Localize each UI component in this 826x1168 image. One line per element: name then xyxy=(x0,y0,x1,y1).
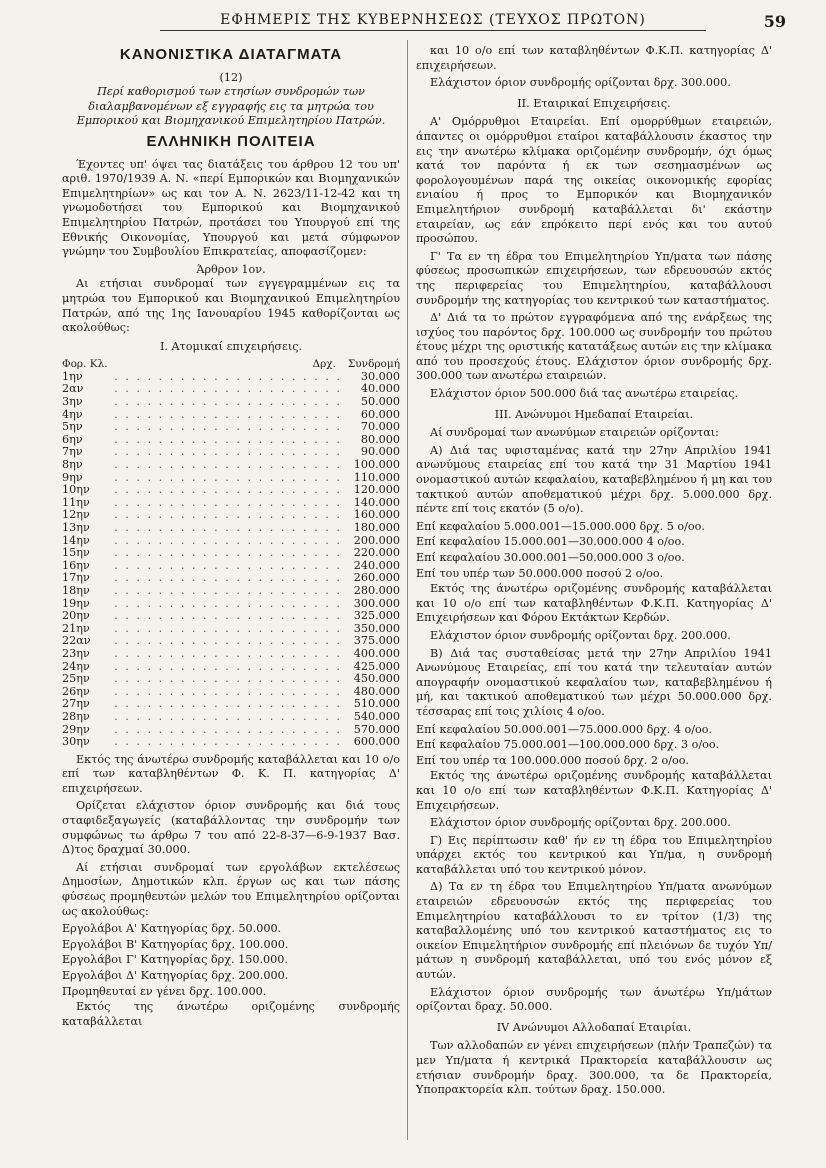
fee-amount: 570.000 xyxy=(353,722,400,736)
fee-class: 3ην xyxy=(62,395,83,409)
section-4-title: IV Ανώνυμοι Αλλοδαπαί Εταιρίαι. xyxy=(496,1020,692,1034)
table-row xyxy=(62,635,400,648)
fee-amount: 40.000 xyxy=(360,382,400,396)
list-item: Εργολάβοι Γ' Κατηγορίας δρχ. 150.000. xyxy=(62,953,288,967)
fee-header: Συνδρομή xyxy=(347,358,400,371)
leader-dots: . . . . . . . . . . . . . . . . . . . . . xyxy=(114,396,342,409)
leader-dots: . . . . . . . . . . . . . . . . . . . . . xyxy=(114,572,342,585)
fee-amount: 70.000 xyxy=(360,420,400,434)
table-row xyxy=(62,522,400,535)
table-row xyxy=(62,598,400,611)
class-header: Φορ. Κλ. xyxy=(62,358,108,371)
article-text: Αι ετήσιαι συνδρομαί των εγγεγραμμένων εις τα μητρώα του Εμπορικού και Βιομηχανικού Επιμελητηρίου Πατρών, από της 1ης Ιανουαρίου 1945 καθορίζονται ως ακολούθως: xyxy=(62,277,400,335)
fee-class: 10ην xyxy=(62,483,90,497)
table-row xyxy=(62,371,400,384)
fee-class: 5ην xyxy=(62,420,83,434)
fee-class: 13ην xyxy=(62,521,90,534)
section-2-title: ΙΙ. Εταιρικαί Επιχειρήσεις. xyxy=(517,96,671,110)
table-row xyxy=(62,585,400,598)
leader-dots: . . . . . . . . . . . . . . . . . . . . . xyxy=(114,433,342,446)
fee-class: 9ην xyxy=(62,470,83,484)
fee-table-header xyxy=(62,358,400,371)
column-divider xyxy=(407,40,408,1140)
list-item: Εργολάβοι Β' Κατηγορίας δρχ. 100.000. xyxy=(62,937,289,951)
fee-class: 29ην xyxy=(62,722,90,736)
table-row xyxy=(62,421,400,434)
section-3-title: ΙΙΙ. Ανώνυμοι Ημεδαπαί Εταιρείαι. xyxy=(494,407,694,421)
contractors-intro: Αί ετήσιαι συνδρομαί των εργολάβων εκτελέσεως Δημοσίων, Δημοτικών κλπ. έργων ως και των πάσης φύσεως προμηθευτών μελών του Επιμελητηρίου ορίζονται ως ακολούθως: xyxy=(62,860,400,918)
leader-dots: . . . . . . . . . . . . . . . . . . . . . xyxy=(114,471,342,484)
fee-class: 22αν xyxy=(62,634,91,648)
leader-dots: . . . . . . . . . . . . . . . . . . . . . xyxy=(114,736,342,749)
fee-class: 11ην xyxy=(62,495,90,509)
section-title: ΚΑΝΟΝΙΣΤΙΚΑ ΔΙΑΤΑΓΜΑΤΑ xyxy=(119,46,343,63)
leader-dots: . . . . . . . . . . . . . . . . . . . . . xyxy=(114,446,342,459)
fee-amount: 540.000 xyxy=(353,709,400,723)
currency-header: Δρχ. xyxy=(312,358,336,371)
clause-b-minimum: Ελάχιστον όριον συνδρομής ορίζονται δρχ. 200.000. xyxy=(430,816,731,830)
fee-class: 6ην xyxy=(62,432,83,446)
section-2-para-3: Δ' Διά τα το πρώτον εγγραφόμενα από της ενάρξεως της ισχύος του παρόντος δρχ. 100.000 ως συνδρομήν του πρώτου έτους μέχρι της οριστικής κατατάξεως αυτών εις την κλίμακα από του προσεχούς έτους. Ελάχιστον όριον συνδρομής δρχ. 300.000 των ανωτέρω εταιρειών. xyxy=(416,311,772,383)
fee-class: 24ην xyxy=(62,659,90,673)
fee-class: 25ην xyxy=(62,672,90,686)
fee-amount: 140.000 xyxy=(353,495,400,509)
table-row xyxy=(62,472,400,485)
leader-dots: . . . . . . . . . . . . . . . . . . . . . xyxy=(114,408,342,421)
table-row xyxy=(62,711,400,724)
fee-class: 15ην xyxy=(62,546,90,560)
state-title: ΕΛΛΗΝΙΚΗ ΠΟΛΙΤΕΙΑ xyxy=(146,132,316,150)
fee-class: 26ην xyxy=(62,684,90,698)
clause-b: Β) Διά τας συσταθείσας μετά την 27ην Απριλίου 1941 Ανωνύμους Εταιρείας, επί του κατά την τελευταίαν αυτών απογραφήν ονομαστικού κεφαλαίου των, καταβεβλημένου ή μή, και τακτικού αποθεματικού των μέχρι 50.000.000 δρχ. τέσσαρας επί τοις χιλίοις 4 ο/οο. xyxy=(416,646,772,718)
fee-amount: 510.000 xyxy=(353,697,400,711)
leader-dots: . . . . . . . . . . . . . . . . . . . . . xyxy=(114,723,342,736)
table-row xyxy=(62,698,400,711)
list-item: Επί κεφαλαίου 75.000.001—100.000.000 δρχ. 3 ο/οο. xyxy=(416,738,720,752)
fees-note: Εκτός της άνωτέρω συνδρομής καταβάλλεται και 10 ο/ο επί των καταβληθέντων Φ. Κ. Π. κατηγορίας Δ' επιχειρήσεων. xyxy=(62,752,400,795)
fee-class: 7ην xyxy=(62,445,83,459)
fee-class: 20ην xyxy=(62,609,90,623)
fee-amount: 450.000 xyxy=(353,672,400,686)
clause-c: Γ) Εις περίπτωσιν καθ' ήν εν τη έδρα του Επιμελητηρίου υπάρχει εκτός του κεντρικού και Υπ/μα, η συνδρομή καταβάλλεται υπό του κεντρικού μόνον. xyxy=(416,833,772,876)
fee-class: 28ην xyxy=(62,709,90,723)
leader-dots: . . . . . . . . . . . . . . . . . . . . . xyxy=(114,496,342,509)
decree-number: (12) xyxy=(219,70,243,84)
leader-dots: . . . . . . . . . . . . . . . . . . . . . xyxy=(114,509,342,522)
leader-dots: . . . . . . . . . . . . . . . . . . . . . xyxy=(114,370,342,383)
fee-class: 16ην xyxy=(62,558,90,572)
leader-dots: . . . . . . . . . . . . . . . . . . . . . xyxy=(114,673,342,686)
fee-amount: 350.000 xyxy=(353,621,400,635)
fee-amount: 480.000 xyxy=(353,684,400,698)
table-row xyxy=(62,560,400,573)
clause-a-minimum: Ελάχιστον όριον συνδρομής ορίζονται δρχ. 200.000. xyxy=(430,628,731,642)
fee-class: 17ην xyxy=(62,571,90,585)
left-column xyxy=(62,44,400,1032)
table-row xyxy=(62,736,400,749)
fee-amount: 280.000 xyxy=(353,583,400,597)
leader-dots: . . . . . . . . . . . . . . . . . . . . . xyxy=(114,647,342,660)
fee-class: 1ην xyxy=(62,369,83,383)
list-item: Επί του υπέρ τα 100.000.000 ποσού δρχ. 2 ο/οο. xyxy=(416,753,690,767)
fee-amount: 220.000 xyxy=(353,546,400,560)
leader-dots: . . . . . . . . . . . . . . . . . . . . . xyxy=(114,547,342,560)
table-row xyxy=(62,509,400,522)
leader-dots: . . . . . . . . . . . . . . . . . . . . . xyxy=(114,597,342,610)
fee-amount: 60.000 xyxy=(360,407,400,421)
fee-class: 23ην xyxy=(62,646,90,660)
fee-amount: 425.000 xyxy=(353,659,400,673)
table-row xyxy=(62,673,400,686)
leader-dots: . . . . . . . . . . . . . . . . . . . . . xyxy=(114,584,342,597)
contractors-list xyxy=(62,922,400,999)
table-row xyxy=(62,661,400,674)
clause-a: Α) Διά τας υφισταμένας κατά την 27ην Απριλίου 1941 ανωνύμους εταιρείας επί του κατά την 31 Μαρτίου 1941 ονομαστικού αυτών κεφαλαίου, καταβεβλημένου ή μη και του τακτικού αυτών αποθεματικού μέχρι δρχ. 5.000.000 δρχ. πέντε επί τοις εκατόν (5 ο/ο). xyxy=(416,443,772,516)
fee-class: 30ην xyxy=(62,735,90,749)
table-row xyxy=(62,484,400,497)
clause-b-rates xyxy=(416,723,772,769)
table-row xyxy=(62,686,400,699)
leader-dots: . . . . . . . . . . . . . . . . . . . . . xyxy=(114,484,342,497)
fee-amount: 90.000 xyxy=(360,445,400,459)
continuation-minimum: Ελάχιστον όριον συνδρομής ορίζονται δρχ. 300.000. xyxy=(430,76,731,90)
list-item: Προμηθευταί εν γένει δρχ. 100.000. xyxy=(62,984,267,998)
table-row xyxy=(62,459,400,472)
fee-class: 8ην xyxy=(62,458,83,472)
fee-amount: 110.000 xyxy=(353,470,400,484)
fee-class: 4ην xyxy=(62,407,83,421)
table-row xyxy=(62,724,400,737)
clause-d-minimum: Ελάχιστον όριον συνδρομής των άνωτέρω Υπ/μάτων ορίζονται δραχ. 50.000. xyxy=(416,985,772,1014)
list-item: Επί κεφαλαίου 15.000.001—30.000.000 4 ο/οο. xyxy=(416,535,685,549)
list-item: Εργολάβοι Δ' Κατηγορίας δρχ. 200.000. xyxy=(62,969,289,982)
leader-dots: . . . . . . . . . . . . . . . . . . . . . xyxy=(114,522,342,534)
fee-amount: 160.000 xyxy=(353,508,400,522)
clause-a-rates xyxy=(416,520,772,581)
leader-dots: . . . . . . . . . . . . . . . . . . . . . xyxy=(114,660,342,673)
fee-class: 14ην xyxy=(62,533,90,547)
table-row xyxy=(62,446,400,459)
fee-amount: 80.000 xyxy=(360,432,400,446)
fee-class: 27ην xyxy=(62,697,90,711)
clause-a-note: Εκτός της άνωτέρω οριζομένης συνδρομής καταβάλλεται και 10 ο/ο επί των καταβληθέντων Φ.Κ.Π. Κατηγορίας Δ' Επιχειρήσεων και Φόρου Εκτάκτων Κερδών. xyxy=(416,582,772,625)
clause-d: Δ) Τα εν τη έδρα του Επιμελητηρίου Υπ/ματα ανωνύμων εταιρειών εδρευουσών εκτός της περιφερείας του Επιμελητηρίου καταβάλλουσι το εν τρίτον (1/3) της καταβαλλομένης υπό του κεντρικού καταστήματος εις το οικείον Επιμελητήριον συνδρομής επί πλειόνων δε τυχόν Υπ/μάτων η συνδρομή καταβάλλεται, υπό του ενός μόνον εξ αυτών. xyxy=(416,880,772,982)
section-3-intro: Αί συνδρομαί των ανωνύμων εταιρειών ορίζονται: xyxy=(430,426,719,440)
continuation-text: και 10 ο/ο επί των καταβληθέντων Φ.Κ.Π. κατηγορίας Δ' επιχειρήσεων. xyxy=(416,44,772,72)
running-title: ΕΦΗΜΕΡΙΣ ΤΗΣ ΚΥΒΕΡΝΗΣΕΩΣ (ΤΕΥΧΟΣ ΠΡΩΤΟΝ) xyxy=(160,12,706,31)
preamble: Έχοντες υπ' όψει τας διατάξεις του άρθρου 12 του υπ' αριθ. 1970/1939 Α. Ν. «περί Εμπορικών και Βιομηχανικών Επιμελητηρίων» ως και τον Α. Ν. 2623/11-12-42 και τη γνωμοδοτήσει του Εμπορικού και Βιομηχανικού Επιμελητηρίου Πατρών, προτάσει του Υπουργού επί της Εθνικής Οικονομίας, Υπουργού και μετά σύμφωνον γνώμην του Συμβουλίου Επικρατείας, αποφασίζομεν: xyxy=(62,157,400,259)
leader-dots: . . . . . . . . . . . . . . . . . . . . . xyxy=(114,459,342,472)
fee-amount: 375.000 xyxy=(353,634,400,648)
fee-amount: 100.000 xyxy=(353,458,400,472)
list-item: Επί κεφαλαίου 50.000.001—75.000.000 δρχ. 4 ο/οο. xyxy=(416,722,713,736)
table-row xyxy=(62,497,400,510)
page-number: 59 xyxy=(763,12,786,31)
section-2-minimum: Ελάχιστον όριον 500.000 διά τας ανωτέρω εταιρείας. xyxy=(430,387,739,401)
category-title: Ι. Ατομικαί επιχειρήσεις. xyxy=(159,339,303,353)
right-column xyxy=(416,44,772,1101)
minimum-note: Ορίζεται ελάχιστον όριον συνδρομής και διά τους σταφιδεξαγωγείς (καταβάλλοντας την συνδρομήν των συμφώνως τω άρθρω 7 του από 22-8-37—6-9-1937 Βασ. Δ)τος δραχμαί 30.000. xyxy=(62,799,400,857)
fee-rows xyxy=(62,371,400,749)
leader-dots: . . . . . . . . . . . . . . . . . . . . . xyxy=(114,698,342,711)
fee-amount: 50.000 xyxy=(360,395,400,409)
fee-class: 12ην xyxy=(62,508,90,522)
table-row xyxy=(62,434,400,447)
leader-dots: . . . . . . . . . . . . . . . . . . . . . xyxy=(114,559,342,572)
fee-table xyxy=(62,358,400,748)
fee-class: 19ην xyxy=(62,596,90,610)
table-row xyxy=(62,648,400,661)
leader-dots: . . . . . . . . . . . . . . . . . . . . . xyxy=(114,635,342,648)
table-row xyxy=(62,535,400,548)
fee-amount: 240.000 xyxy=(353,558,400,572)
closing-line: Εκτός της άνωτέρω οριζομένης συνδρομής καταβάλλεται xyxy=(62,1000,400,1028)
table-row xyxy=(62,623,400,636)
fee-amount: 30.000 xyxy=(360,369,400,383)
fee-amount: 325.000 xyxy=(353,609,400,623)
table-row xyxy=(62,610,400,623)
leader-dots: . . . . . . . . . . . . . . . . . . . . . xyxy=(114,622,342,635)
table-row xyxy=(62,547,400,560)
table-row xyxy=(62,572,400,585)
fee-amount: 120.000 xyxy=(353,483,400,497)
leader-dots: . . . . . . . . . . . . . . . . . . . . . xyxy=(114,710,342,723)
fee-class: 18ην xyxy=(62,583,90,597)
fee-amount: 260.000 xyxy=(353,571,400,585)
decree-subject: Περί καθορισμού των ετησίων συνδρομών των διαλαμβανομένων εξ εγγραφής εις τα μητρώα του Εμπορικού και Βιομηχανικού Επιμελητηρίου Πατρών. xyxy=(76,85,386,128)
list-item: Εργολάβοι Α' Κατηγορίας δρχ. 50.000. xyxy=(62,922,282,936)
fee-amount: 300.000 xyxy=(353,596,400,610)
article-label: Άρθρον 1ον. xyxy=(196,262,266,276)
fee-amount: 600.000 xyxy=(353,735,400,749)
leader-dots: . . . . . . . . . . . . . . . . . . . . . xyxy=(114,421,342,434)
table-row xyxy=(62,409,400,422)
leader-dots: . . . . . . . . . . . . . . . . . . . . . xyxy=(114,383,342,396)
leader-dots: . . . . . . . . . . . . . . . . . . . . . xyxy=(114,685,342,698)
section-2-para-1: Α' Ομόρρυθμοι Εταιρείαι. Επί ομορρύθμων εταιρειών, άπαντες οι ομόρρυθμοι εταίροι καταβάλλουσιν έκαστος την εις την ανωτέρω κλίμακα οριζομένην συνδρομήν, όχι όμως κατά τον παρόντα ή εκ των σεσημασμένων ως φορολογουμένων παρά της οικείας οικονομικής εφορίας ενιαίου ή προς το Εμπορικόν και Βιομηχανικόν Επιμελητήριον συνδρομή καταβάλλεται δι' εκάστην εταιρείαν, ως εάν επρόκειτο περί ενός και του αυτού προσώπου. xyxy=(416,115,772,246)
list-item: Επί κεφαλαίου 30.000.001—50.000.000 3 ο/οο. xyxy=(416,551,685,564)
fee-amount: 400.000 xyxy=(353,646,400,660)
table-row xyxy=(62,383,400,396)
fee-amount: 200.000 xyxy=(353,533,400,547)
leader-dots: . . . . . . . . . . . . . . . . . . . . . xyxy=(114,534,342,547)
leader-dots: . . . . . . . . . . . . . . . . . . . . . xyxy=(114,610,342,623)
fee-class: 2αν xyxy=(62,382,84,396)
list-item: Επί κεφαλαίου 5.000.001—15.000.000 δρχ. 5 ο/οο. xyxy=(416,519,705,533)
fee-amount: 180.000 xyxy=(353,521,400,534)
table-row xyxy=(62,396,400,409)
section-2-para-2: Γ' Τα εν τη έδρα του Επιμελητηρίου Υπ/ματα των πάσης φύσεως προσωπικών επιχειρήσεων, των εδρευουσών εκτός της περιφερείας του Επιμελητηρίου, καταβάλλουσι συνδρομήν της κατηγορίας του κεντρικού των καταστήματος. xyxy=(416,249,772,307)
clause-b-note: Εκτός της άνωτέρω οριζομένης συνδρομής καταβάλλεται και 10 ο/ο επί των καταβληθέντων Φ.Κ.Π. Κατηγορίας Δ' Επιχειρήσεων. xyxy=(416,769,772,812)
fee-class: 21ην xyxy=(62,621,90,635)
list-item: Επί του υπέρ των 50.000.000 ποσού 2 ο/οο. xyxy=(416,566,664,580)
section-4-text: Των αλλοδαπών εν γένει επιχειρήσεων (πλήν Τραπεζών) τα μεν Υπ/ματα ή κεντρικά Πρακτορεία καταβάλλουσιν ως ετήσιαν συνδρομήν δραχ. 300.000, τα δε Πρακτορεία, Υποπρακτορεία κλπ. τούτων δραχ. 150.000. xyxy=(416,1039,772,1097)
